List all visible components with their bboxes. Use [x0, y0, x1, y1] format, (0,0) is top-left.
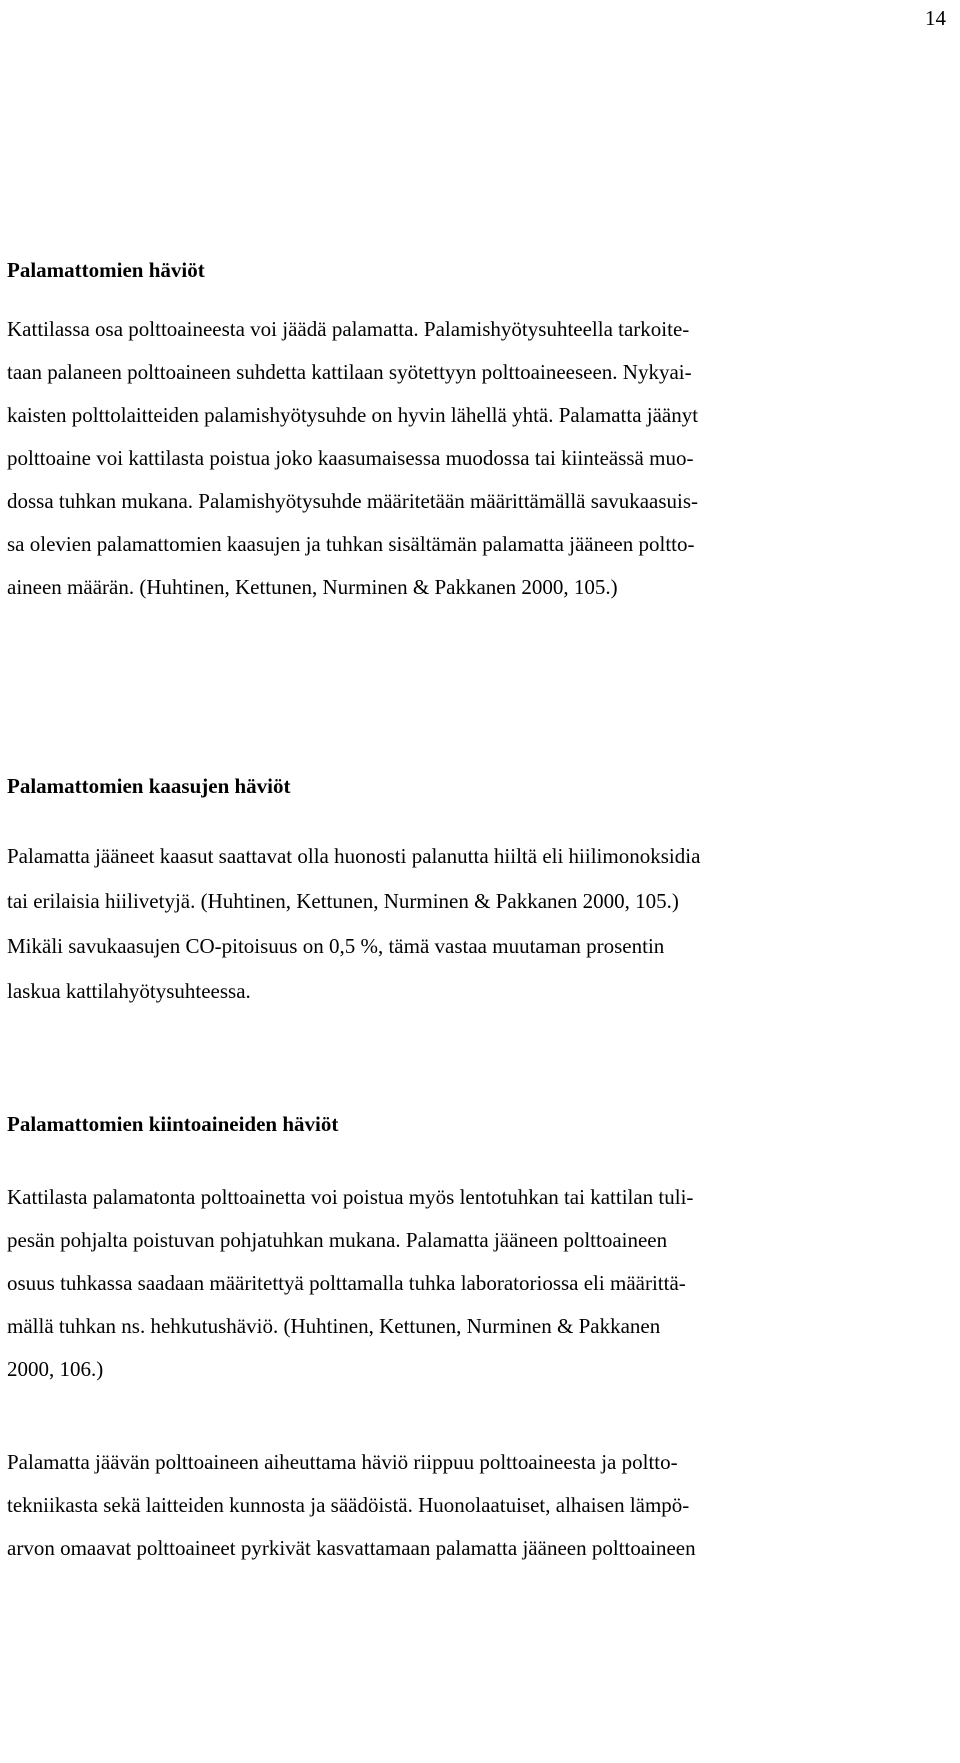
paragraph-line: mällä tuhkan ns. hehkutushäviö. (Huhtinen, Kettunen, Nurminen & Pakkanen [7, 1314, 661, 1338]
paragraph-line: polttoaine voi kattilasta poistua joko kaasumaisessa muodossa tai kiinteässä muo- [7, 446, 694, 470]
paragraph-line: pesän pohjalta poistuvan pohjatuhkan mukana. Palamatta jääneen polttoaineen [7, 1228, 668, 1252]
paragraph-line: Kattilassa osa polttoaineesta voi jäädä palamatta. Palamishyötysuhteella tarkoite- [7, 317, 690, 341]
paragraph-line: kaisten polttolaitteiden palamishyötysuhde on hyvin lähellä yhtä. Palamatta jäänyt [7, 403, 699, 427]
paragraph-palamattomien-haviot [7, 308, 953, 609]
paragraph-line: arvon omaavat polttoaineet pyrkivät kasvattamaan palamatta jääneen polttoaineen [7, 1536, 696, 1560]
paragraph-line: dossa tuhkan mukana. Palamishyötysuhde määritetään määrittämällä savukaasuis- [7, 489, 699, 513]
page-number: 14 [925, 6, 946, 30]
paragraph-line: 2000, 106.) [7, 1357, 104, 1381]
paragraph-palamattomien-kaasujen-haviot [7, 834, 953, 1014]
paragraph-line: aineen määrän. (Huhtinen, Kettunen, Nurminen & Pakkanen 2000, 105.) [7, 575, 618, 599]
paragraph-kiintoaineiden-haviot-2 [7, 1441, 953, 1570]
section-heading-palamattomien-haviot: Palamattomien häviöt [7, 258, 205, 282]
paragraph-line: Palamatta jääneet kaasut saattavat olla huonosti palanutta hiiltä eli hiilimonoksidia [7, 844, 701, 868]
paragraph-line: Mikäli savukaasujen CO-pitoisuus on 0,5 %, tämä vastaa muutaman prosentin [7, 934, 665, 958]
paragraph-line: tekniikasta sekä laitteiden kunnosta ja säädöistä. Huonolaatuiset, alhaisen lämpö- [7, 1493, 690, 1517]
paragraph-line: sa olevien palamattomien kaasujen ja tuhkan sisältämän palamatta jääneen poltto- [7, 532, 695, 556]
paragraph-kiintoaineiden-haviot-1 [7, 1176, 953, 1391]
section-heading-palamattomien-kaasujen-haviot: Palamattomien kaasujen häviöt [7, 774, 291, 798]
paragraph-line: tai erilaisia hiilivetyjä. (Huhtinen, Kettunen, Nurminen & Pakkanen 2000, 105.) [7, 889, 679, 913]
paragraph-line: laskua kattilahyötysuhteessa. [7, 979, 251, 1003]
paragraph-line: osuus tuhkassa saadaan määritettyä polttamalla tuhka laboratoriossa eli määrittä- [7, 1271, 686, 1295]
paragraph-line: taan palaneen polttoaineen suhdetta kattilaan syötettyyn polttoaineeseen. Nykyai- [7, 360, 692, 384]
section-heading-palamattomien-kiintoaineiden-haviot: Palamattomien kiintoaineiden häviöt [7, 1112, 339, 1136]
paragraph-line: Palamatta jäävän polttoaineen aiheuttama häviö riippuu polttoaineesta ja poltto- [7, 1450, 678, 1474]
paragraph-line: Kattilasta palamatonta polttoainetta voi poistua myös lentotuhkan tai kattilan tuli- [7, 1185, 694, 1209]
